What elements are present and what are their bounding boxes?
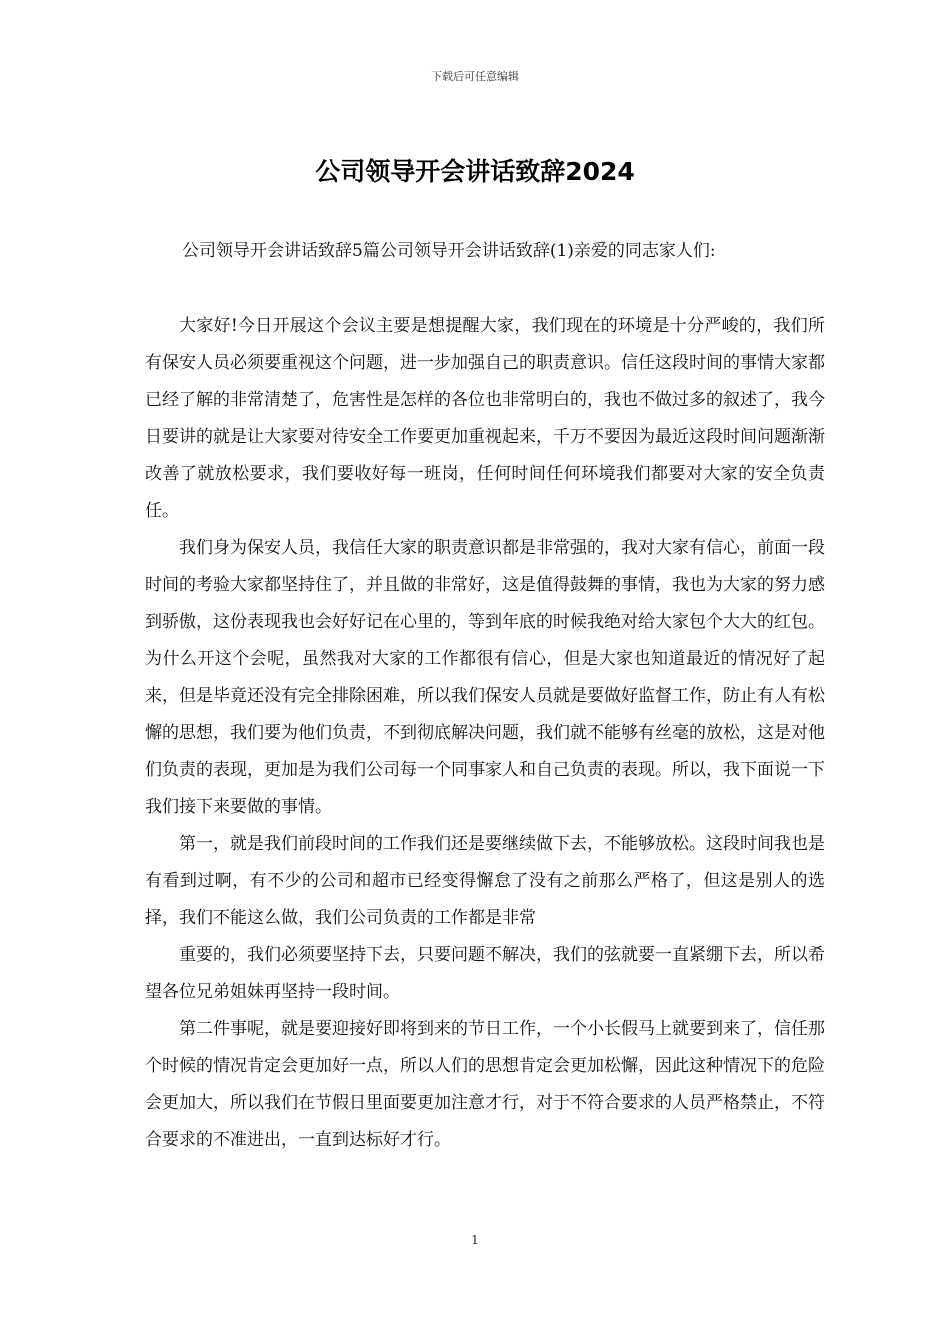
- paragraph: 第一，就是我们前段时间的工作我们还是要继续做下去，不能够放松。这段时间我也是有看到过啊，有不少的公司和超市已经变得懈怠了没有之前那么严格了，但这是别人的选择，我们不能这么做，我们公司负责的工作都是非常: [145, 834, 825, 928]
- paragraph: 重要的，我们必须要坚持下去，只要问题不解决，我们的弦就要一直紧绷下去，所以希望各位兄弟姐妹再坚持一段时间。: [145, 945, 825, 1002]
- page-header: 下载后可任意编辑: [431, 70, 519, 83]
- paragraph: 大家好!今日开展这个会议主要是想提醒大家，我们现在的环境是十分严峻的，我们所有保安人员必须要重视这个问题，进一步加强自己的职责意识。信任这段时间的事情大家都已经了解的非常清楚了，危害性是怎样的各位也非常明白的，我也不做过多的叙述了，我今日要讲的就是让大家要对待安全工作要更加重视起来，千万不要因为最近这段时间问题渐渐改善了就放松要求，我们要收好每一班岗，任何时间任何环境我们都要对大家的安全负责任。: [145, 316, 825, 521]
- intro-line: 公司领导开会讲话致辞5篇公司领导开会讲话致辞(1)亲爱的同志家人们:: [182, 241, 716, 261]
- document-title: 公司领导开会讲话致辞2024: [315, 157, 635, 186]
- page-number: 1: [471, 1233, 479, 1247]
- document-body: [145, 308, 825, 1159]
- paragraph: 我们身为保安人员，我信任大家的职责意识都是非常强的，我对大家有信心，前面一段时间的考验大家都坚持住了，并且做的非常好，这是值得鼓舞的事情，我也为大家的努力感到骄傲，这份表现我也会好好记在心里的，等到年底的时候我绝对给大家包个大大的红包。为什么开这个会呢，虽然我对大家的工作都很有信心，但是大家也知道最近的情况好了起来，但是毕竟还没有完全排除困难，所以我们保安人员就是要做好监督工作，防止有人有松懈的思想，我们要为他们负责，不到彻底解决问题，我们就不能够有丝毫的放松，这是对他们负责的表现，更加是为我们公司每一个同事家人和自己负责的表现。所以，我下面说一下我们接下来要做的事情。: [145, 538, 825, 817]
- paragraph: 第二件事呢，就是要迎接好即将到来的节日工作，一个小长假马上就要到来了，信任那个时候的情况肯定会更加好一点，所以人们的思想肯定会更加松懈，因此这种情况下的危险会更加大，所以我们在节假日里面要更加注意才行，对于不符合要求的人员严格禁止，不符合要求的不准进出，一直到达标好才行。: [145, 1019, 825, 1150]
